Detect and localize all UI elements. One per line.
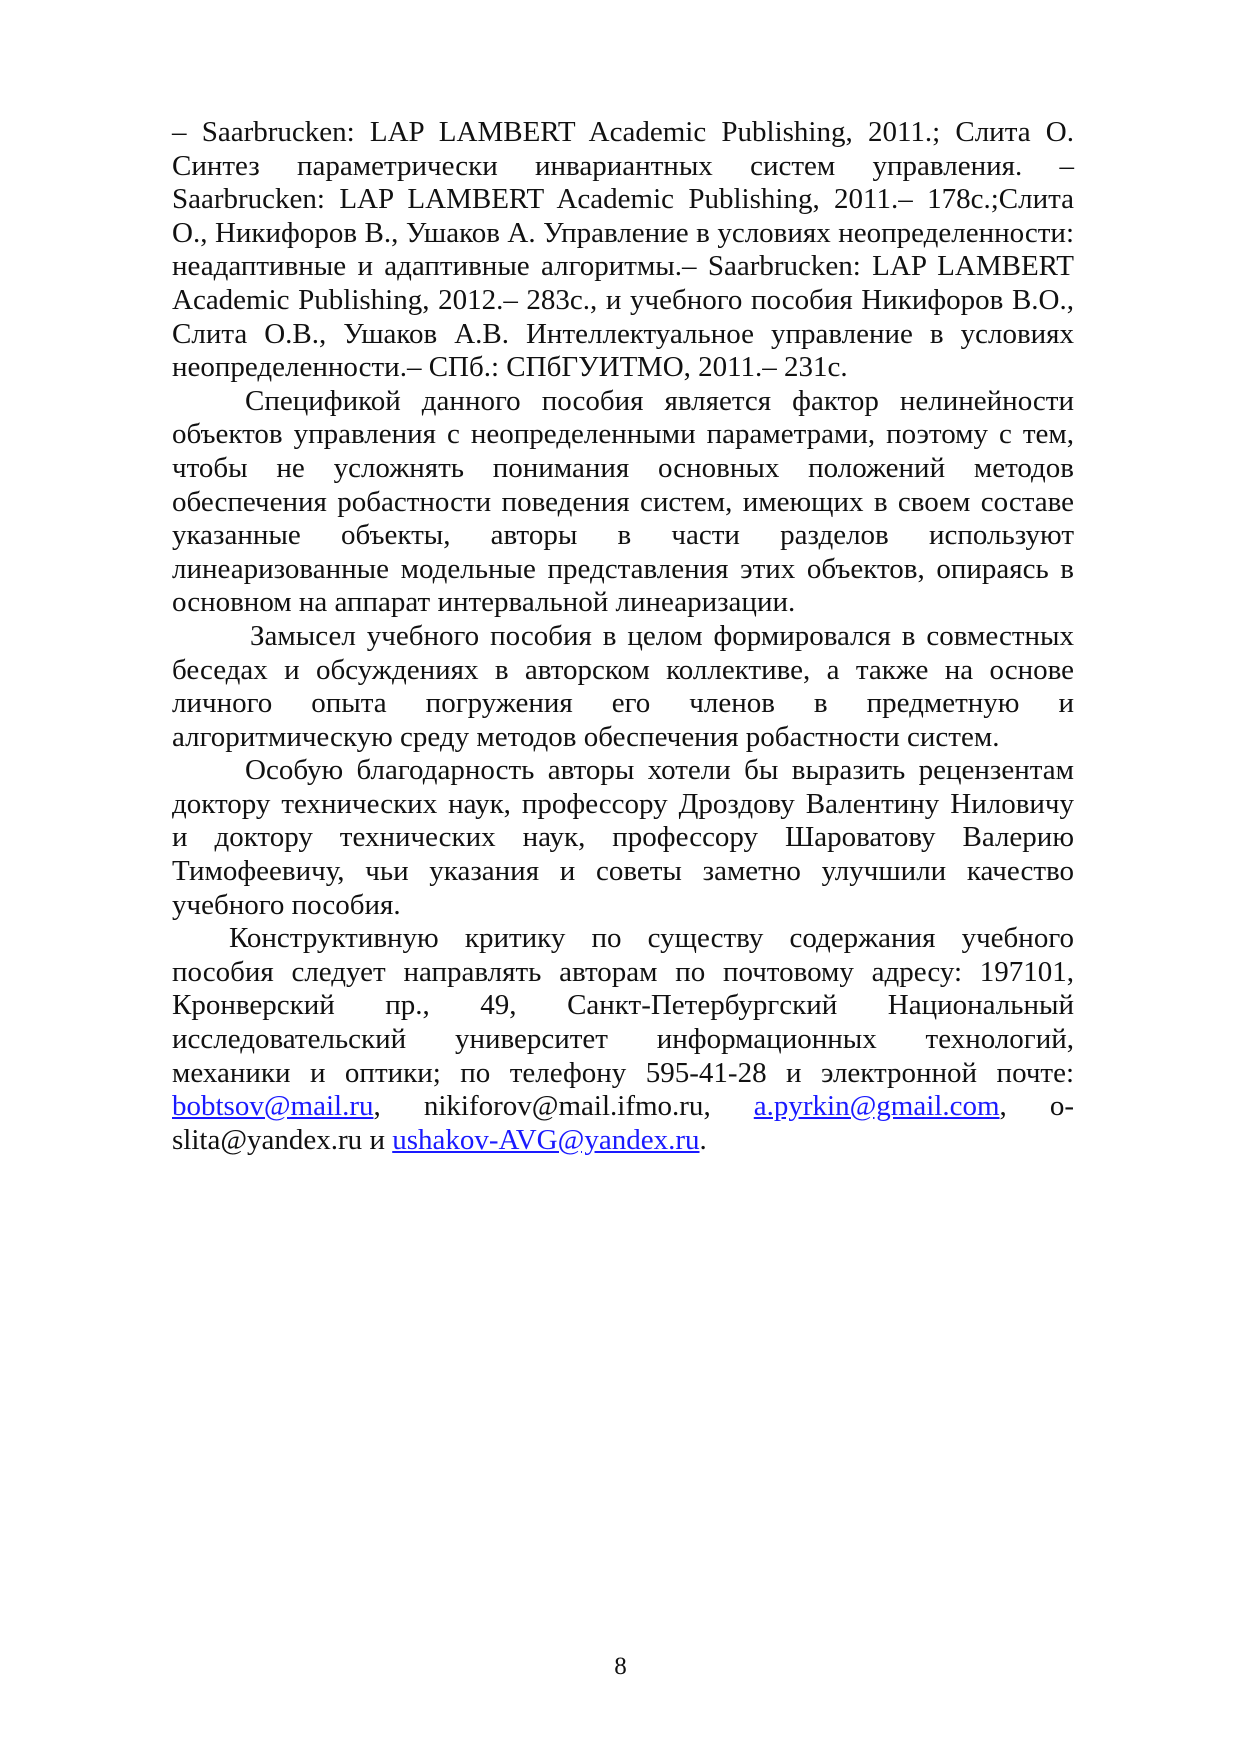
page-body [172, 116, 1074, 1157]
separator: , [999, 1090, 1050, 1123]
separator: , [373, 1090, 424, 1123]
separator: , [703, 1090, 754, 1123]
separator: и [362, 1123, 393, 1156]
email-link-bobtsov[interactable]: bobtsov@mail.ru [172, 1090, 374, 1123]
email-link-ushakov[interactable]: ushakov-AVG@yandex.ru [392, 1123, 700, 1156]
paragraph-references: – Saarbrucken: LAP LAMBERT Academic Publishing, 2011.; Слита О. Синтез параметрически инвариантных систем управления. – Saarbrucken: LAP LAMBERT Academic Publishing, 2011.– 178с.;Слита О., Никифоров В., Ушаков А. Управление в условиях неопределенности: неадаптивные и адаптивные алгоритмы.– Saarbrucken: LAP LAMBERT Academic Publishing, 2012.– 283с., и учебного пособия Никифоров В.О., Слита О.В., Ушаков А.В. Интеллектуальное управление в условиях неопределенности.– СПб.: СПбГУИТМО, 2011.– 231с. [172, 116, 1074, 384]
paragraph-contact [172, 922, 1074, 1157]
email-text-nikiforov: nikiforov@mail.ifmo.ru [423, 1090, 704, 1123]
email-text-slita: o-slita@yandex.ru [172, 1090, 1075, 1156]
paragraph-concept: Замысел учебного пособия в целом формировался в совместных беседах и обсуждениях в авторском коллективе, а также на основе личного опыта погружения его членов в предметную и алгоритмическую среду методов обеспечения робастности систем. [172, 619, 1074, 753]
paragraph-acknowledgements: Особую благодарность авторы хотели бы выразить рецензентам доктору технических наук, профессору Дроздову Валентину Ниловичу и доктору технических наук, профессору Шароватову Валерию Тимофеевичу, чьи указания и советы заметно улучшили качество учебного пособия. [172, 754, 1074, 921]
paragraph-specifics: Спецификой данного пособия является фактор нелинейности объектов управления с неопределенными параметрами, поэтому с тем, чтобы не усложнять понимания основных положений методов обеспечения робастности поведения систем, имеющих в своем составе указанные объекты, авторы в части разделов используют линеаризованные модельные представления этих объектов, опираясь в основном на аппарат интервальной линеаризации. [172, 384, 1074, 619]
email-link-pyrkin[interactable]: a.pyrkin@gmail.com [753, 1090, 1000, 1123]
contact-end: . [699, 1123, 707, 1156]
contact-intro: Конструктивную критику по существу содержания учебного пособия следует направлять авторам по почтовому адресу: 197101, Кронверский пр., 49, Санкт-Петербургский Национальный исследовательский университет информационных технологий, механики и оптики; по телефону 595-41-28 и электронной почте: [172, 922, 1074, 1089]
page-number: 8 [614, 1653, 627, 1680]
